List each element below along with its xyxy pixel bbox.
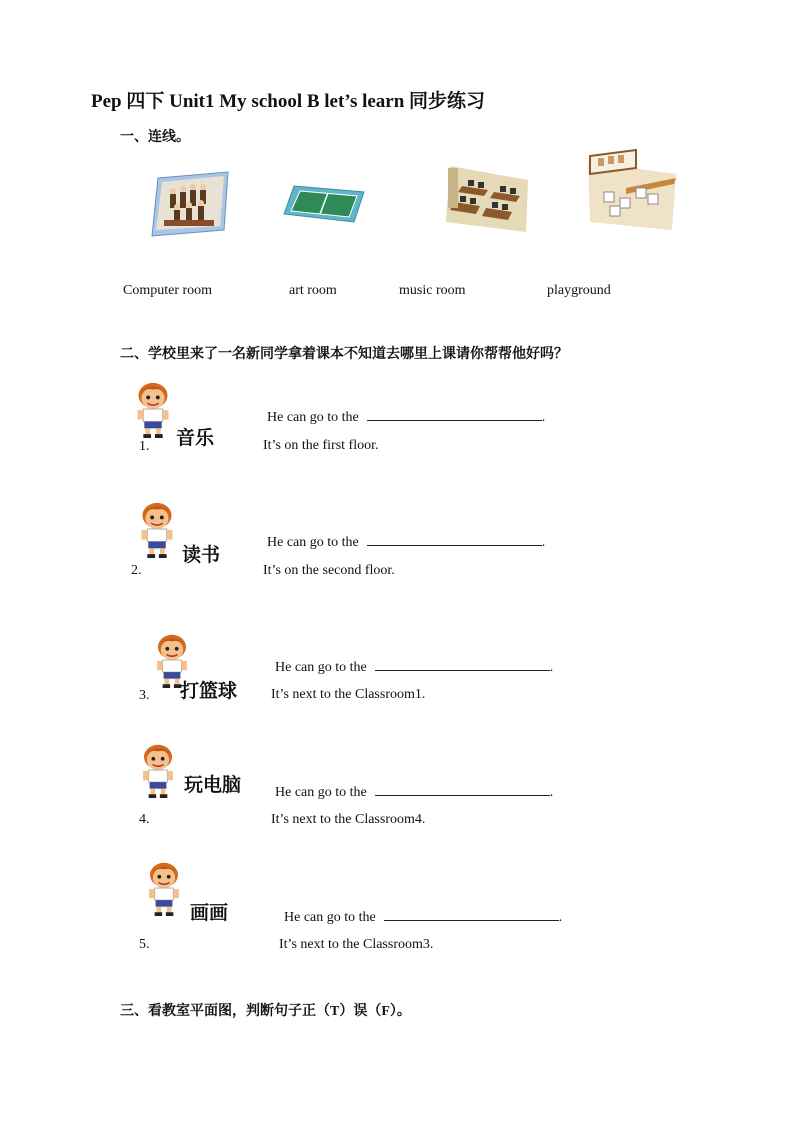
- activity-label: 音乐: [176, 427, 215, 449]
- boy-figure-icon: [124, 380, 182, 438]
- prompt-text: He can go to the: [284, 910, 376, 925]
- location-hint: It’s on the second floor.: [263, 563, 395, 578]
- prompt-text: He can go to the: [275, 660, 367, 675]
- prompt-text: He can go to the: [267, 410, 359, 425]
- location-hint: It’s next to the Classroom3.: [279, 937, 434, 952]
- activity-label: 画画: [190, 902, 229, 924]
- item-number: 2.: [131, 563, 142, 578]
- section-3-heading: 三、看教室平面图，判断句子正（T）误（F）。: [120, 1004, 411, 1019]
- prompt-text: He can go to the: [275, 785, 367, 800]
- boy-figure-icon: [136, 860, 192, 916]
- boy-figure-icon: [130, 742, 186, 798]
- word-playground: playground: [547, 283, 611, 298]
- activity-label: 读书: [182, 544, 221, 566]
- answer-line: He can go to the .: [275, 781, 553, 801]
- sports-court-icon: [280, 182, 368, 226]
- students-library-icon: [150, 170, 232, 238]
- word-music-room: music room: [399, 283, 466, 298]
- page-title: Pep 四下 Unit1 My school B let’s learn 同步练习: [91, 91, 486, 112]
- activity-label: 玩电脑: [184, 774, 242, 796]
- item-number: 5.: [139, 937, 150, 952]
- section-1-heading: 一、连线。: [120, 130, 190, 145]
- answer-line: He can go to the .: [267, 406, 545, 426]
- boy-figure-icon: [128, 500, 186, 558]
- item-number: 1.: [139, 439, 150, 454]
- answer-blank[interactable]: [375, 781, 550, 796]
- answer-line: He can go to the .: [275, 656, 553, 676]
- location-hint: It’s next to the Classroom1.: [271, 687, 426, 702]
- answer-blank[interactable]: [384, 906, 559, 921]
- answer-blank[interactable]: [367, 406, 542, 421]
- word-art-room: art room: [289, 283, 337, 298]
- location-hint: It’s on the first floor.: [263, 438, 379, 453]
- answer-blank[interactable]: [375, 656, 550, 671]
- location-hint: It’s next to the Classroom4.: [271, 812, 426, 827]
- answer-blank[interactable]: [367, 531, 542, 546]
- item-number: 3.: [139, 688, 150, 703]
- answer-line: He can go to the .: [284, 906, 562, 926]
- section-2-heading: 二、学校里来了一名新同学拿着课本不知道去哪里上课请你帮帮他好吗？: [120, 347, 568, 362]
- item-number: 4.: [139, 812, 150, 827]
- classroom-board-icon: [586, 148, 678, 232]
- word-computer-room: Computer room: [123, 283, 213, 298]
- activity-label: 打篮球: [180, 680, 238, 702]
- answer-line: He can go to the .: [267, 531, 545, 551]
- computer-lab-icon: [440, 162, 532, 236]
- prompt-text: He can go to the: [267, 535, 359, 550]
